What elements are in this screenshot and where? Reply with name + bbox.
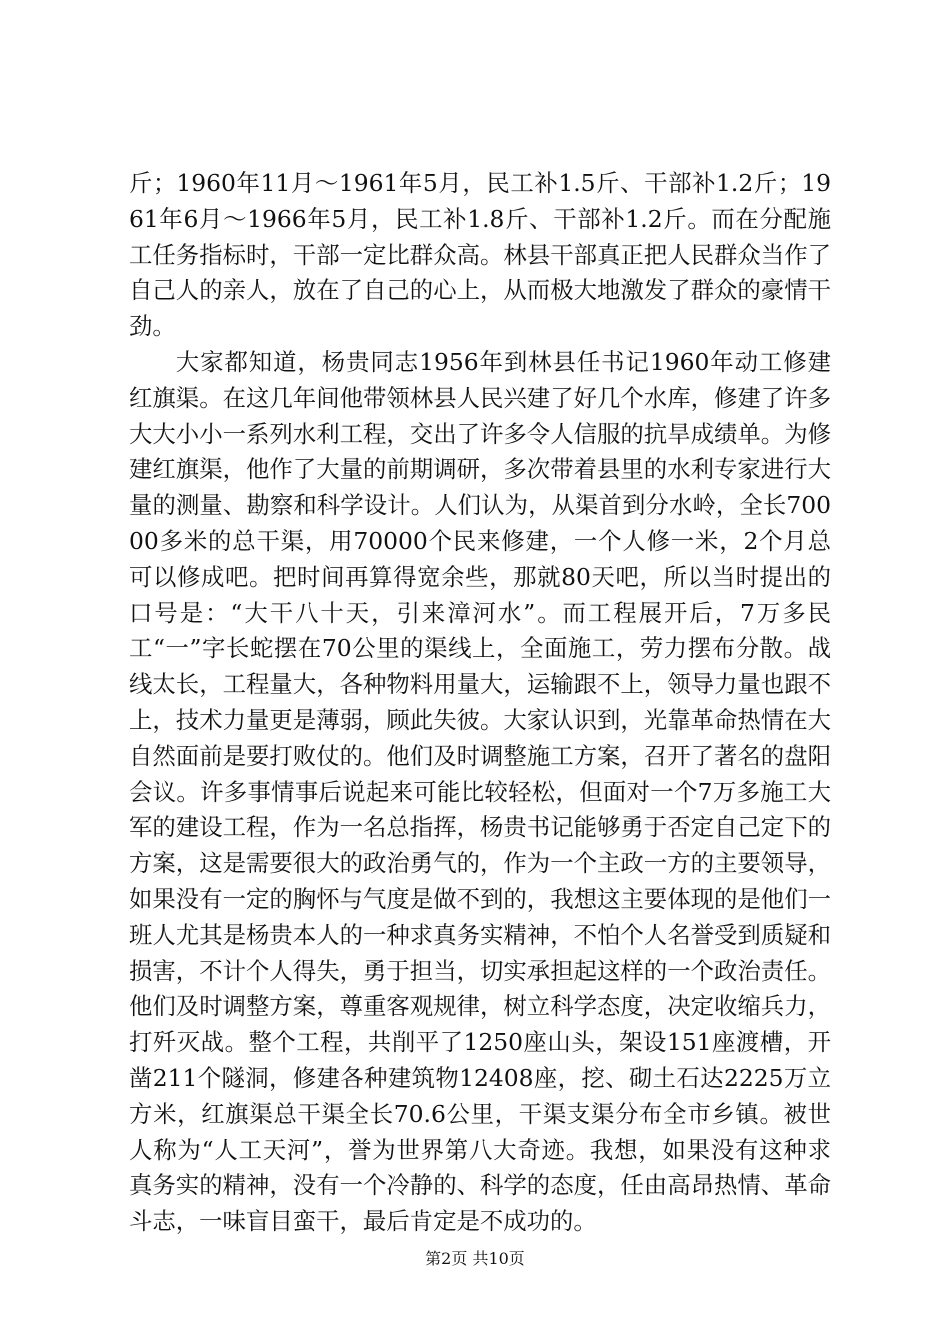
paragraph-2: 大家都知道，杨贵同志1956年到林县任书记1960年动工修建红旗渠。在这几年间他带领林县人民兴建了好几个水库，修建了许多大大小小一系列水利工程，交出了许多令人信服的抗旱成绩单。为修建红旗渠，他作了大量的前期调研，多次带着县里的水利专家进行大量的测量、勘察和科学设计。人们认为，从渠首到分水岭，全长70000多米的总干渠，用70000个民来修建，一个人修一米，2个月总可以修成吧。把时间再算得宽余些，那就80天吧，所以当时提出的口号是：“大干八十天，引来漳河水”。而工程展开后，7万多民工“一”字长蛇摆在70公里的渠线上，全面施工，劳力摆布分散。战线太长，工程量大，各种物料用量大，运输跟不上，领导力量也跟不上，技术力量更是薄弱，顾此失彼。大家认识到，光靠革命热情在大自然面前是要打败仗的。他们及时调整施工方案，召开了著名的盘阳会议。许多事情事后说起来可能比较轻松，但面对一个7万多施工大军的建设工程，作为一名总指挥，杨贵书记能够勇于否定自己定下的方案，这是需要很大的政治勇气的，作为一个主政一方的主要领导，如果没有一定的胸怀与气度是做不到的，我想这主要体现的是他们一班人尤其是杨贵本人的一种求真务实精神，不怕个人名誉受到质疑和损害，不计个人得失，勇于担当，切实承担起这样的一个政治责任。他们及时调整方案，尊重客观规律，树立科学态度，决定收缩兵力，打歼灭战。整个工程，共削平了1250座山头，架设151座渡槽，开凿211个隧洞，修建各种建筑物12408座，挖、砌土石达2225万立方米，红旗渠总干渠全长70.6公里，干渠支渠分布全市乡镇。被世人称为“人工天河”，誉为世界第八大奇迹。我想，如果没有这种求真务实的精神，没有一个冷静的、科学的态度，任由高昂热情、革命斗志，一味盲目蛮干，最后肯定是不成功的。 bbox=[129, 347, 831, 1236]
document-body bbox=[129, 166, 831, 1240]
page-footer: 第2页 共10页 bbox=[425, 1249, 525, 1268]
paragraph-1: 斤；1960年11月～1961年5月，民工补1.5斤、干部补1.2斤；1961年6月～1966年5月，民工补1.8斤、干部补1.2斤。而在分配施工任务指标时，干部一定比群众高。林县干部真正把人民群众当作了自己人的亲人，放在了自己的心上，从而极大地激发了群众的豪情干劲。 bbox=[129, 169, 831, 341]
